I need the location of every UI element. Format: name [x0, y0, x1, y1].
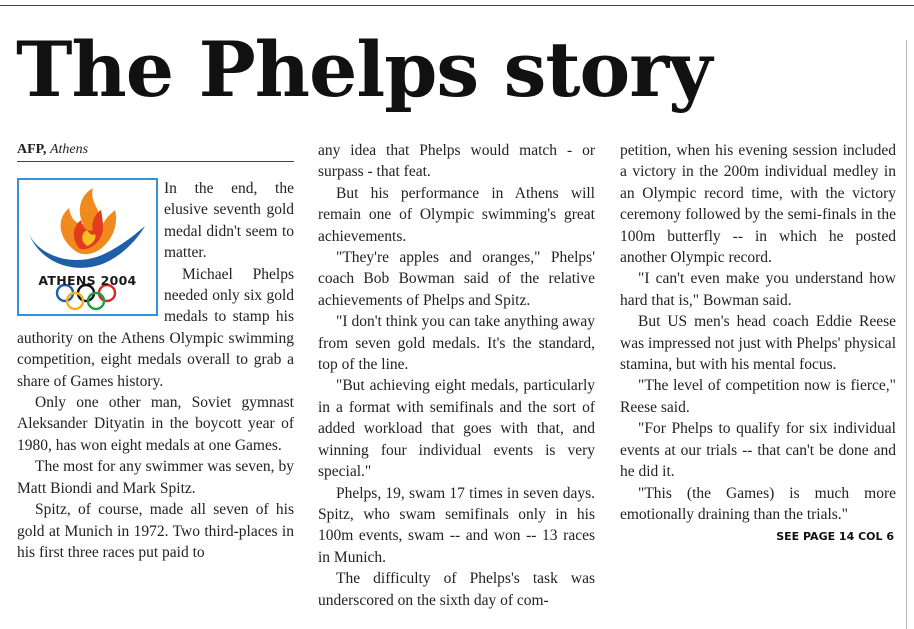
col2-paragraph: The difficulty of Phelps's task was underscored on the sixth day of com-: [318, 570, 595, 609]
col1-paragraph: Spitz, of course, made all seven of his gold at Munich in 1972. Two third-places in his first three races put paid to: [17, 501, 294, 561]
byline-agency: AFP,: [17, 142, 47, 157]
column-1: [17, 140, 294, 563]
col3-paragraph: "I can't even make you understand how hard that is," Bowman said.: [620, 270, 896, 309]
column-2: [318, 140, 595, 611]
col3-paragraph: "For Phelps to qualify for six individual events at our trials -- that can't be done and he did it.: [620, 420, 896, 481]
byline-location: Athens: [49, 142, 89, 157]
col3-paragraph: "This (the Games) is much more emotionally draining than the trials.": [620, 484, 896, 523]
col3-paragraph: petition, when his evening session included a victory in the 200m individual medley in an Olympic record time, with the victory ceremony followed by the semi-finals in the 100m butterfly -- in which he posted another Olympic record.: [620, 142, 896, 267]
col2-paragraph: Phelps, 19, swam 17 times in seven days. Spitz, who swam semifinals only in his 100m events, swam -- and won -- 13 races in Munich.: [318, 484, 595, 566]
logo-text: ATHENS 2004: [38, 273, 137, 288]
col2-paragraph: "But achieving eight medals, particularly in a format with semifinals and the sort of added workload that goes with that, and winning four individual events is very special.": [318, 377, 595, 481]
athens-2004-logo: [17, 178, 158, 316]
col1-paragraph: In the end, the elusive seventh gold medal didn't seem to matter.: [164, 180, 294, 262]
col2-paragraph: "I don't think you can take anything away from seven gold medals. It's the standard, top of the line.: [318, 313, 595, 374]
continuation-note: SEE PAGE 14 COL 6: [776, 530, 894, 544]
col2-paragraph: any idea that Phelps would match - or surpass - that feat.: [318, 142, 595, 181]
col2-paragraph: But his performance in Athens will remain one of Olympic swimming's great achievements.: [318, 184, 595, 245]
headline: The Phelps story: [16, 25, 712, 114]
col3-paragraph: But US men's head coach Eddie Reese was impressed not just with Phelps' physical stamina, but with his mental focus.: [620, 313, 896, 374]
col2-paragraph: "They're apples and oranges," Phelps' coach Bob Bowman said of the relative achievements of Phelps and Spitz.: [318, 249, 595, 309]
olympic-flame-icon: [19, 180, 156, 314]
byline: [17, 140, 294, 162]
col3-paragraph: "The level of competition now is fierce," Reese said.: [620, 377, 896, 416]
column-rule: [906, 40, 907, 629]
col1-paragraph: Only one other man, Soviet gymnast Aleksander Dityatin in the boycott year of 1980, has won eight medals at one Games.: [17, 394, 294, 454]
col1-paragraph: Michael Phelps needed only six gold medals to stamp his authority on the Athens Olympic swimming competition, eight medals overall to grab a share of Games history.: [17, 265, 294, 390]
top-rule: [0, 5, 914, 6]
col1-paragraph: The most for any swimmer was seven, by Matt Biondi and Mark Spitz.: [17, 458, 294, 497]
column-3: [620, 140, 896, 545]
